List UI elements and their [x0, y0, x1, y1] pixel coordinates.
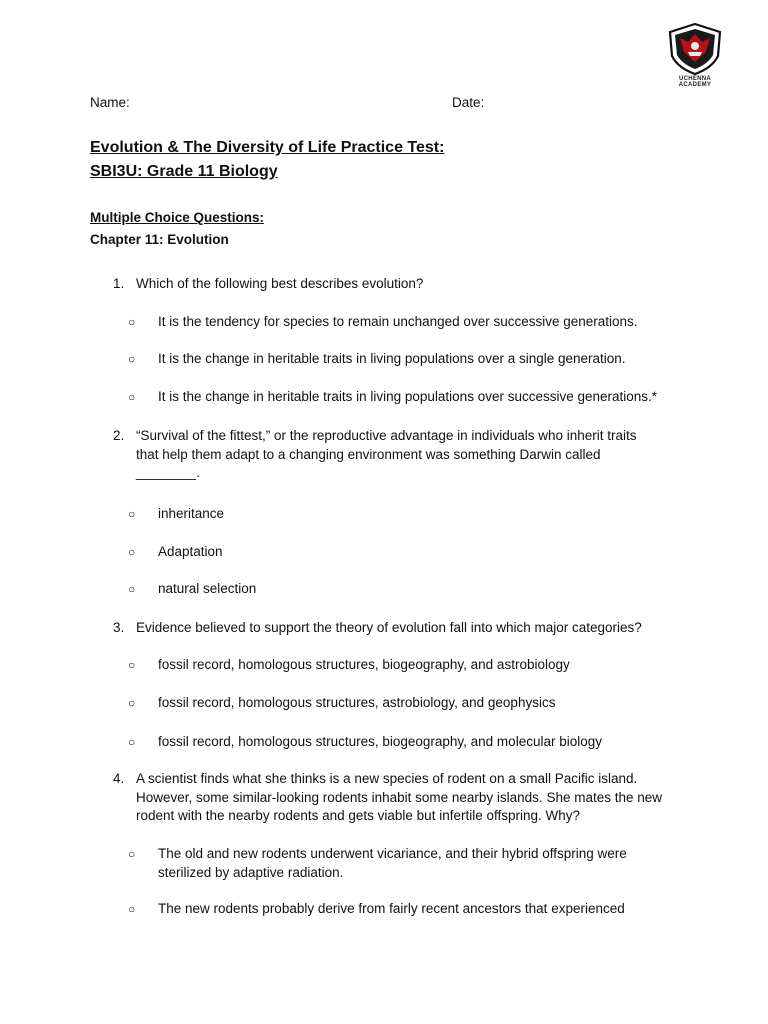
question-number: 3.: [113, 620, 125, 635]
option-text: It is the change in heritable traits in living populations over a single generation.: [158, 351, 626, 366]
option-text: It is the tendency for species to remain unchanged over successive generations.: [158, 314, 638, 329]
radio-bullet-icon: ○: [128, 507, 136, 521]
option-text: fossil record, homologous structures, astrobiology, and geophysics: [158, 695, 556, 710]
question-text: Which of the following best describes evolution?: [136, 276, 424, 291]
question-line: A scientist finds what she thinks is a new species of rodent on a small Pacific island.: [136, 771, 638, 786]
option-line: The old and new rodents underwent vicariance, and their hybrid offspring were: [158, 846, 627, 861]
question-line: rodent with the nearby rodents and gets viable but infertile offspring. Why?: [136, 808, 581, 823]
question-text: Evidence believed to support the theory of evolution fall into which major categories?: [136, 620, 642, 635]
section-heading: Multiple Choice Questions:: [90, 210, 265, 225]
radio-bullet-icon: ○: [128, 315, 136, 329]
option-text: Adaptation: [158, 544, 223, 559]
radio-bullet-icon: ○: [128, 545, 136, 559]
option-line: sterilized by adaptive radiation.: [158, 864, 344, 880]
shield-crest-icon: [664, 22, 726, 76]
radio-bullet-icon: ○: [128, 902, 136, 916]
option-text: The new rodents probably derive from fairly recent ancestors that experienced: [158, 901, 625, 916]
question-text: [136, 770, 681, 826]
radio-bullet-icon: ○: [128, 847, 136, 861]
radio-bullet-icon: ○: [128, 658, 136, 672]
option-text: fossil record, homologous structures, biogeography, and molecular biology: [158, 734, 602, 749]
question-number: 4.: [113, 771, 125, 786]
radio-bullet-icon: ○: [128, 735, 136, 749]
option-text: [158, 845, 678, 882]
question-line: “Survival of the fittest,” or the reproductive advantage in individuals who inherit traits: [136, 428, 637, 443]
radio-bullet-icon: ○: [128, 390, 136, 404]
question-text: [136, 427, 681, 483]
name-label: Name:: [90, 95, 130, 110]
logo-text: UCHENNA ACADEMY: [678, 76, 712, 88]
document-title: Evolution & The Diversity of Life Practice Test:: [90, 139, 445, 156]
option-text: natural selection: [158, 581, 257, 596]
option-text: inheritance: [158, 506, 225, 521]
radio-bullet-icon: ○: [128, 352, 136, 366]
question-line: However, some similar-looking rodents inhabit some nearby islands. She mates the new: [136, 789, 663, 805]
academy-logo: [664, 22, 726, 92]
radio-bullet-icon: ○: [128, 582, 136, 596]
question-line: that help them adapt to a changing environment was something Darwin called: [136, 446, 601, 462]
question-number: 1.: [113, 276, 125, 291]
date-label: Date:: [452, 95, 485, 110]
question-line: ________.: [136, 465, 200, 480]
option-text: fossil record, homologous structures, biogeography, and astrobiology: [158, 657, 570, 672]
chapter-heading: Chapter 11: Evolution: [90, 232, 229, 247]
option-text: It is the change in heritable traits in living populations over successive generations.*: [158, 389, 658, 404]
question-number: 2.: [113, 428, 125, 443]
document-subtitle: SBI3U: Grade 11 Biology: [90, 163, 278, 180]
radio-bullet-icon: ○: [128, 696, 136, 710]
